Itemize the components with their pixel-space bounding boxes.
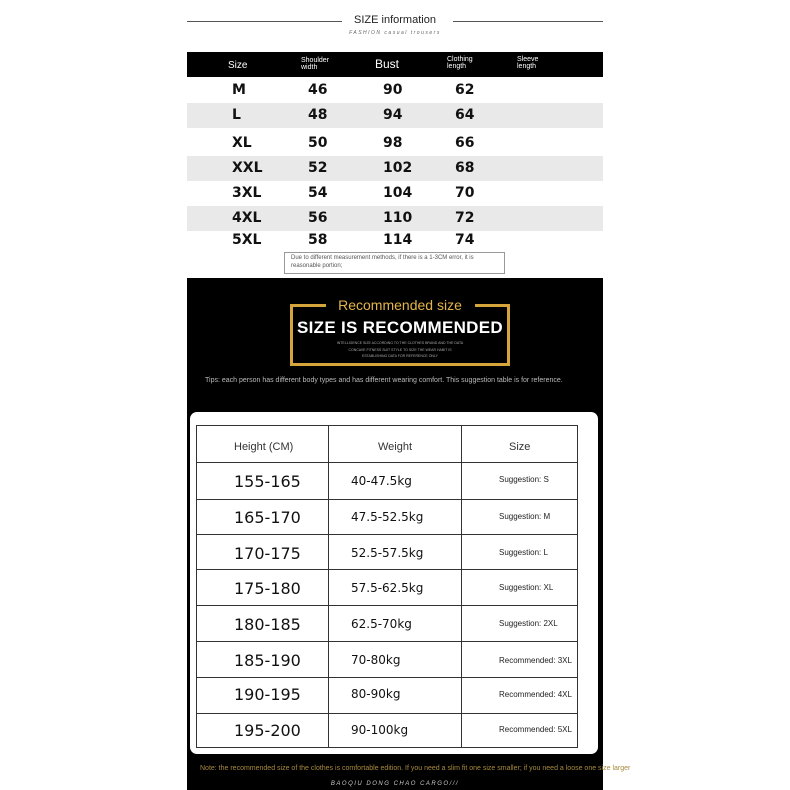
title-divider-right — [453, 21, 603, 22]
height-cell: 180-185 — [234, 615, 301, 634]
row-divider — [197, 499, 577, 500]
weight-cell: 80-90kg — [351, 687, 401, 701]
brand-footer: BAOQIU DONG CHAO CARGO/// — [330, 781, 460, 787]
weight-cell: 57.5-62.5kg — [351, 581, 424, 595]
weight-cell: 52.5-57.5kg — [351, 546, 424, 560]
measurement-disclaimer: Due to different measurement methods, if there is a 1-3CM error, it is reasonable portion; — [284, 252, 505, 274]
fine-print-line: ESTABLISHING DATA FOR REFERENCE ONLY — [362, 354, 438, 359]
size-row — [187, 78, 603, 103]
length-cell: 62 — [455, 82, 475, 98]
shoulder-cell: 46 — [308, 82, 328, 98]
size-cell: Suggestion: S — [499, 475, 549, 484]
bust-cell: 98 — [383, 135, 403, 151]
shoulder-cell: 50 — [308, 135, 328, 151]
size-row — [187, 131, 603, 156]
shoulder-cell: 52 — [308, 160, 328, 176]
row-divider — [197, 534, 577, 535]
height-cell: 175-180 — [234, 579, 301, 598]
shoulder-cell: 54 — [308, 185, 328, 201]
size-cell: 3XL — [232, 185, 262, 201]
height-cell: 190-195 — [234, 685, 301, 704]
header-shoulder: Shoulder width — [301, 57, 330, 71]
length-cell: 68 — [455, 160, 475, 176]
size-cell: 5XL — [232, 232, 262, 248]
fit-note: Note: the recommended size of the clothes is comfortable edition. If you need a slim fit one size smaller; if you need a loose one size larger — [200, 765, 631, 772]
fine-print-line: CONCAVE FITNESS SUIT STYLE TO SIZE THE WEAR HABIT IS — [348, 347, 452, 352]
weight-cell: 47.5-52.5kg — [351, 510, 424, 524]
size-row — [187, 103, 603, 128]
row-divider — [197, 605, 577, 606]
row-divider — [197, 462, 577, 463]
size-row — [187, 156, 603, 181]
size-cell: Recommended: 4XL — [499, 690, 572, 699]
header-size: Size — [228, 60, 248, 71]
height-cell: 170-175 — [234, 544, 301, 563]
length-cell: 64 — [455, 107, 475, 123]
size-info-subtitle: FASHION casual trousers — [349, 30, 441, 36]
weight-cell: 40-47.5kg — [351, 474, 412, 488]
size-row — [187, 181, 603, 206]
header-bust: Bust — [375, 57, 400, 71]
size-info-title-row — [187, 12, 603, 30]
size-table-header — [187, 52, 603, 77]
bust-cell: 94 — [383, 107, 403, 123]
row-divider — [197, 569, 577, 570]
bust-cell: 114 — [383, 232, 413, 248]
height-cell: 155-165 — [234, 472, 301, 491]
header-height: Height (CM) — [234, 441, 294, 453]
shoulder-cell: 58 — [308, 232, 328, 248]
size-cell: XXL — [232, 160, 263, 176]
length-cell: 66 — [455, 135, 475, 151]
bust-cell: 102 — [383, 160, 413, 176]
height-cell: 185-190 — [234, 651, 301, 670]
weight-cell: 90-100kg — [351, 723, 409, 737]
size-cell: Recommended: 3XL — [499, 656, 572, 665]
recommended-big-title: SIZE IS RECOMMENDED — [297, 318, 503, 337]
size-cell: Suggestion: XL — [499, 583, 554, 592]
shoulder-cell: 56 — [308, 210, 328, 226]
weight-cell: 62.5-70kg — [351, 617, 412, 631]
length-cell: 70 — [455, 185, 475, 201]
bust-cell: 90 — [383, 82, 403, 98]
size-cell: Suggestion: M — [499, 512, 551, 521]
size-cell: L — [232, 107, 241, 123]
recommendation-table — [196, 425, 578, 748]
weight-cell: 70-80kg — [351, 653, 401, 667]
row-divider — [197, 677, 577, 678]
recommended-fine-print — [330, 340, 470, 360]
bust-cell: 110 — [383, 210, 413, 226]
row-divider — [197, 713, 577, 714]
fine-print-line: INTELLIGENCE SIZE ACCORDING TO THE CLOTHES BRAND AND THE DATA — [336, 341, 464, 345]
size-cell: XL — [232, 135, 252, 151]
header-length: Clothing length — [447, 56, 473, 70]
length-cell: 72 — [455, 210, 475, 226]
size-cell: Recommended: 5XL — [499, 725, 572, 734]
size-row — [187, 228, 603, 253]
recommended-small-title: Recommended size — [338, 297, 462, 313]
length-cell: 74 — [455, 232, 475, 248]
header-weight: Weight — [378, 441, 413, 453]
size-cell: Suggestion: L — [499, 548, 548, 557]
height-cell: 195-200 — [234, 721, 301, 740]
size-info-title: SIZE information — [354, 14, 436, 26]
shoulder-cell: 48 — [308, 107, 328, 123]
row-divider — [197, 641, 577, 642]
header-sleeve: Sleeve length — [517, 56, 539, 70]
tips-text: Tips: each person has different body types and has different wearing comfort. This suggestion table is for reference. — [205, 377, 563, 384]
header-size: Size — [509, 441, 531, 453]
column-divider — [328, 426, 329, 747]
height-cell: 165-170 — [234, 508, 301, 527]
size-cell: M — [232, 82, 246, 98]
size-cell: 4XL — [232, 210, 262, 226]
bust-cell: 104 — [383, 185, 413, 201]
size-cell: Suggestion: 2XL — [499, 619, 558, 628]
column-divider — [461, 426, 462, 747]
